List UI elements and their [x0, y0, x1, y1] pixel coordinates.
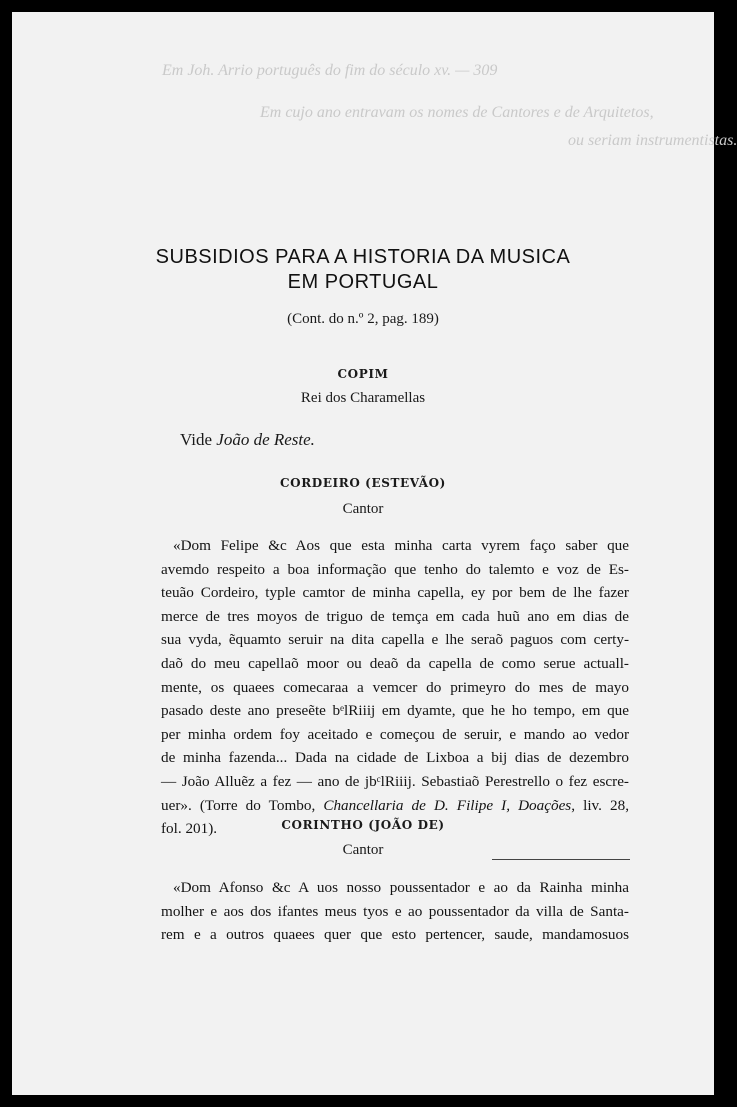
entry-role: Rei dos Charamellas	[300, 390, 426, 406]
cross-reference	[180, 430, 315, 450]
article-title-line2: EM PORTUGAL	[287, 271, 439, 293]
cross-reference-name: João de Reste.	[216, 430, 315, 449]
page	[12, 12, 737, 1095]
quote-line: teuão Cordeiro, typle camtor de minha capella, ey por bem de lhe fazer	[161, 584, 629, 602]
quote-line-with-citation: uer». (Torre do Tombo, Chancellaria de D. Filipe I, Doações, liv. 28,	[161, 796, 630, 814]
quote-line: molher e aos dos ifantes meus tyos e ao poussentador da villa de Santa-	[161, 902, 629, 920]
entry-role: Cantor	[342, 501, 384, 517]
cross-reference-prefix: Vide	[180, 430, 217, 449]
entry-heading: CORINTHO (JOÃO DE)	[281, 818, 445, 832]
quote-line: per minha ordem foy aceitado e começou de seruir, e mando ao vedor	[161, 725, 629, 743]
quote-line: mente, os quaees comecaraa a vemcer do primeyro do mes de mayo	[161, 678, 629, 696]
quote-line: merce de tres moyos de triguo de temça em cada huũ ano em dias de	[161, 607, 629, 625]
entry-role: Cantor	[342, 842, 384, 858]
entry-heading: COPIM	[337, 367, 389, 381]
quote-line: fol. 201).	[161, 820, 218, 838]
quote-line: «Dom Afonso &c A uos nosso poussentador e ao da Rainha minha	[173, 879, 629, 896]
quote-line: de minha fazenda... Dada na cidade de Lixboa a bij dias de dezembro	[161, 749, 629, 767]
quote-line: — João Alluẽz a fez — ano de jbᶜlRiiij. Sebastiaõ Perestrello o fez escre-	[161, 772, 629, 790]
quote-line: daõ do meu capellaõ moor ou deaõ da capella de como serue actuall-	[161, 654, 629, 672]
entry-heading: CORDEIRO (ESTEVÃO)	[280, 476, 446, 490]
citation-title: Chancellaria de D. Filipe I, Doações	[323, 796, 572, 814]
bleed-through-line: ou seriam instrumentistas.	[568, 132, 737, 149]
article-title-line1: SUBSIDIOS PARA A HISTORIA DA MUSICA	[155, 246, 571, 268]
quote-line: rem e a outros quaees quer que esto pertencer, saude, mandamosuos	[161, 926, 629, 944]
quote-line: «Dom Felipe &c Aos que esta minha carta vyrem faço saber que	[173, 537, 629, 554]
bleed-through-line: Em Joh. Arrio português do fim do século xv. — 309	[162, 62, 498, 79]
document-quote	[161, 876, 629, 947]
quote-line: avemdo respeito a boa informação que tenho do talemto e voz de Es-	[161, 560, 629, 578]
continuation-note: (Cont. do n.º 2, pag. 189)	[287, 311, 439, 327]
bleed-through-line: Em cujo ano entravam os nomes de Cantores e de Arquitetos,	[260, 104, 654, 121]
divider-rule	[492, 859, 630, 860]
quote-line: pasado deste ano preseẽte bᵉlRiiij em dyamte, que he ho tempo, em que	[161, 702, 629, 720]
quote-line: sua vyda, ẽquamto seruir na dita capella e lhe seraõ paguos com certy-	[161, 631, 629, 649]
document-quote	[161, 534, 629, 841]
